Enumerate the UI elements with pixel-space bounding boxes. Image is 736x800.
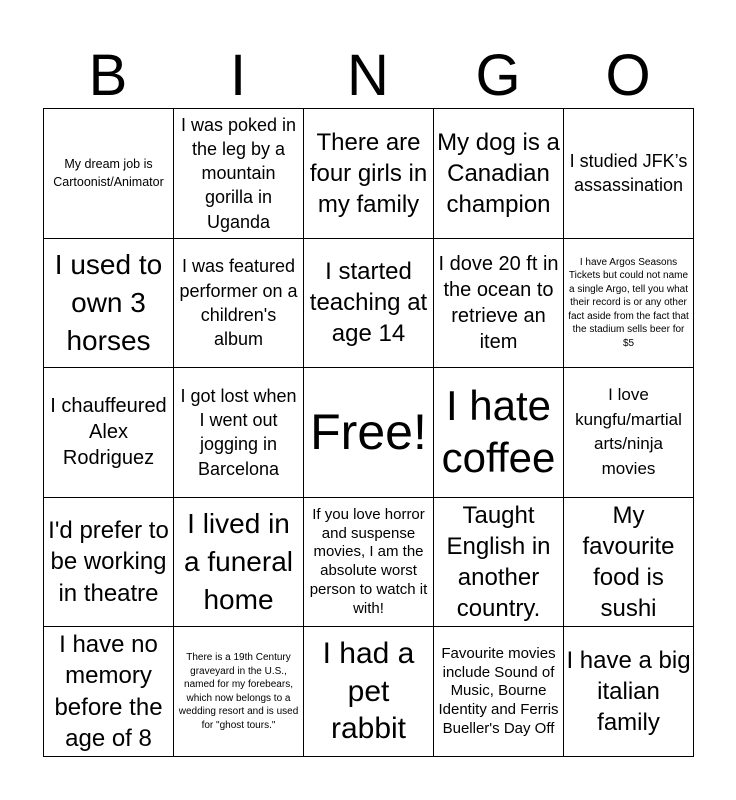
header-letter-g: G	[475, 43, 521, 108]
cell-text: I'd prefer to be working in theatre	[48, 517, 169, 607]
bingo-cell-r1-c1[interactable]	[44, 109, 174, 239]
bingo-cell-r1-c4[interactable]	[434, 109, 564, 239]
bingo-cell-r1-c2[interactable]	[174, 109, 304, 239]
cell-text: I used to own 3 horses	[54, 249, 163, 356]
cell-text: I love kungfu/martial arts/ninja movies	[575, 385, 682, 479]
bingo-cell-r2-c1[interactable]	[44, 239, 174, 369]
cell-text: I was poked in the leg by a mountain gorilla in Uganda	[180, 114, 297, 232]
bingo-cell-r5-c2[interactable]	[174, 627, 304, 757]
cell-text: My favourite food is sushi	[582, 501, 675, 623]
cell-text: I got lost when I went out jogging in Barcelona	[180, 385, 297, 479]
cell-text: Favourite movies include Sound of Music, Bourne Identity and Ferris Bueller's Day Off	[438, 644, 559, 737]
bingo-cell-r2-c5[interactable]	[564, 239, 694, 369]
bingo-cell-r5-c3[interactable]	[304, 627, 434, 757]
cell-text: I lived in a funeral home	[184, 508, 293, 615]
cell-text: There is a 19th Century graveyard in the U.S., named for my forebears, which now belongs to a wedding resort and is used for "ghost tours."	[178, 652, 299, 731]
bingo-cell-r4-c2[interactable]	[174, 498, 304, 628]
cell-text: I have Argos Seasons Tickets but could not name a single Argo, tell you what their record is or any other fact aside from the fact that the stadium sells beer for $5	[568, 256, 689, 349]
header-letter-i: I	[229, 43, 247, 108]
bingo-cell-r2-c4[interactable]	[434, 239, 564, 369]
header-letter-o: O	[605, 43, 651, 108]
bingo-cell-r4-c5[interactable]	[564, 498, 694, 628]
cell-text: Taught English in another country.	[446, 501, 551, 623]
bingo-cell-r3-c2[interactable]	[174, 368, 304, 498]
cell-text: My dog is a Canadian champion	[437, 128, 560, 218]
cell-text: I started teaching at age 14	[309, 258, 428, 348]
bingo-cell-r5-c5[interactable]	[564, 627, 694, 757]
bingo-cell-r3-c5[interactable]	[564, 368, 694, 498]
bingo-cell-r4-c1[interactable]	[44, 498, 174, 628]
bingo-cell-r1-c5[interactable]	[564, 109, 694, 239]
cell-text: I chauffeured Alex Rodriguez	[50, 395, 167, 470]
bingo-cell-free[interactable]	[304, 368, 434, 498]
header-letter-b: B	[88, 43, 128, 108]
cell-text: My dream job is Cartoonist/Animator	[53, 157, 164, 190]
cell-text: I have a big italian family	[566, 646, 691, 737]
bingo-board	[43, 108, 694, 757]
bingo-cell-r2-c3[interactable]	[304, 239, 434, 369]
cell-text: I hate coffee	[441, 381, 556, 482]
cell-text: I had a pet rabbit	[322, 637, 415, 746]
bingo-cell-r5-c1[interactable]	[44, 627, 174, 757]
cell-text: I dove 20 ft in the ocean to retrieve an item	[438, 252, 559, 353]
free-space-text: Free!	[310, 404, 427, 461]
cell-text: I studied JFK’s assassination	[569, 151, 688, 196]
bingo-cell-r3-c4[interactable]	[434, 368, 564, 498]
cell-text: I have no memory before the age of 8	[54, 631, 163, 752]
header-letter-n: N	[347, 43, 389, 108]
cell-text: There are four girls in my family	[309, 128, 428, 218]
bingo-cell-r4-c4[interactable]	[434, 498, 564, 628]
bingo-cell-r2-c2[interactable]	[174, 239, 304, 369]
bingo-cell-r1-c3[interactable]	[304, 109, 434, 239]
cell-text: If you love horror and suspense movies, I am the absolute worst person to watch it with!	[309, 505, 428, 617]
bingo-header	[43, 40, 693, 108]
bingo-cell-r4-c3[interactable]	[304, 498, 434, 628]
bingo-cell-r5-c4[interactable]	[434, 627, 564, 757]
cell-text: I was featured performer on a children's album	[179, 256, 298, 350]
bingo-cell-r3-c1[interactable]	[44, 368, 174, 498]
